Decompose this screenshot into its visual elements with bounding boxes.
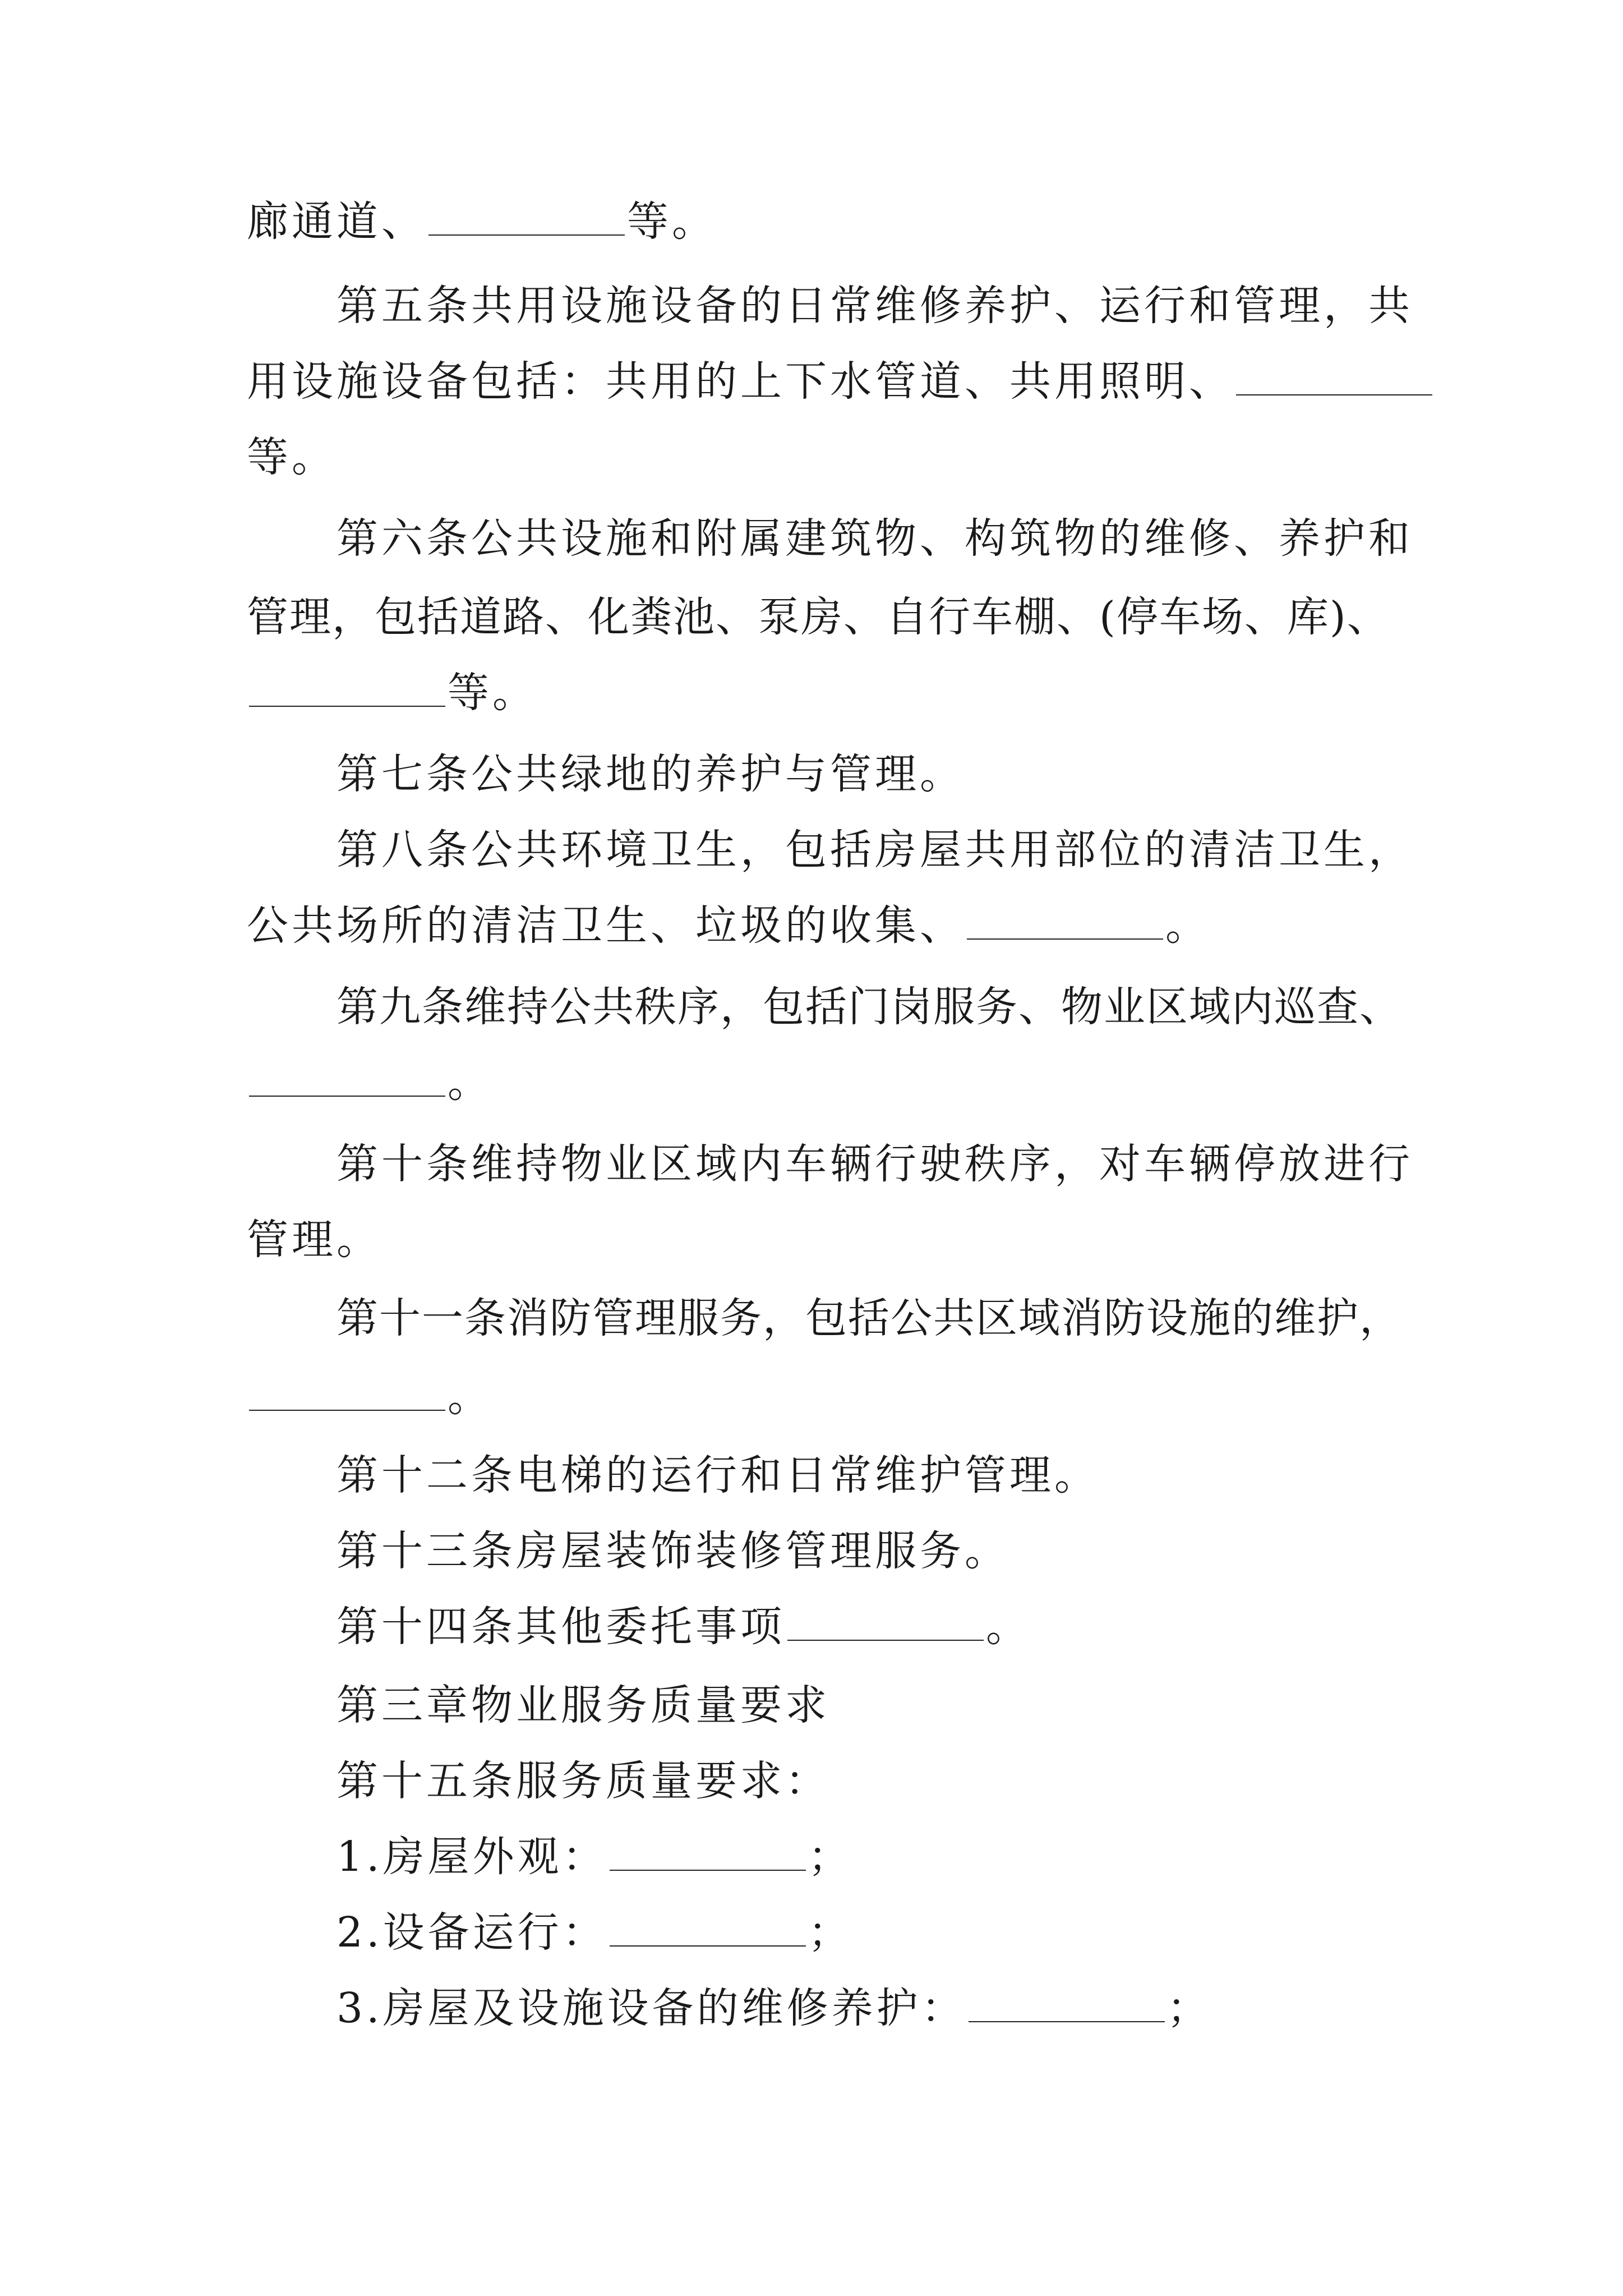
- line-text: 第八条公共环境卫生，包括房屋共用部位的清洁卫生，: [336, 826, 1413, 874]
- line-text: 第十五条服务质量要求：: [336, 1757, 830, 1805]
- text-line: [336, 1753, 830, 1809]
- text-line: [247, 1212, 381, 1268]
- line-text-end: ；: [808, 1833, 853, 1881]
- fill-in-blank[interactable]: [969, 1982, 1165, 2022]
- fill-in-blank[interactable]: [249, 666, 445, 707]
- text-line: [336, 822, 1413, 878]
- line-text: 管理，包括道路、化粪池、泵房、自行车棚、(停车场、库)、: [247, 593, 1390, 641]
- line-text: 第三章物业服务质量要求: [336, 1681, 830, 1729]
- line-text: 第七条公共绿地的养护与管理。: [336, 750, 965, 798]
- line-text: 第十一条消防管理服务，包括公共区域消防设施的维护，: [336, 1294, 1402, 1342]
- text-line: [336, 746, 965, 802]
- text-line: [336, 979, 1402, 1035]
- text-line: [247, 194, 717, 250]
- text-line: [336, 1290, 1402, 1346]
- line-text: 第十三条房屋装饰装修管理服务。: [336, 1527, 1009, 1575]
- text-line: [336, 1677, 830, 1733]
- fill-in-blank[interactable]: [787, 1600, 984, 1641]
- text-line: [247, 1369, 492, 1425]
- line-text-end: 。: [1165, 901, 1210, 950]
- line-text: 第五条共用设施设备的日常维修养护、运行和管理，共: [336, 282, 1413, 330]
- line-text: 管理。: [247, 1216, 381, 1264]
- text-line: [247, 665, 537, 721]
- text-line: [336, 1523, 1009, 1579]
- line-text: 第六条公共设施和附属建筑物、构筑物的维修、养护和: [336, 514, 1413, 563]
- fill-in-blank[interactable]: [610, 1906, 806, 1947]
- fill-in-blank[interactable]: [249, 1056, 445, 1097]
- text-line: [336, 1980, 1212, 2036]
- text-line: [336, 1599, 1031, 1655]
- text-line: [247, 589, 1390, 645]
- line-text: 第十条维持物业区域内车辆行驶秩序，对车辆停放进行: [336, 1140, 1413, 1188]
- line-text-end: 等。: [448, 669, 537, 717]
- line-text: 公共场所的清洁卫生、垃圾的收集、: [247, 901, 965, 950]
- text-line: [247, 1055, 492, 1111]
- fill-in-blank[interactable]: [610, 1830, 806, 1871]
- fill-in-blank[interactable]: [428, 195, 625, 236]
- text-line: [336, 1136, 1413, 1192]
- line-text-end: 等。: [627, 197, 717, 246]
- line-text: 第十二条电梯的运行和日常维护管理。: [336, 1451, 1099, 1499]
- line-text: 2.设备运行：: [336, 1908, 607, 1957]
- line-text: 第十四条其他委托事项: [336, 1603, 785, 1651]
- text-line: [247, 353, 1435, 409]
- text-line: [336, 1904, 853, 1961]
- line-text: 等。: [247, 433, 336, 481]
- line-text: 廊通道、: [247, 197, 426, 246]
- fill-in-blank[interactable]: [967, 899, 1163, 940]
- line-text: 用设施设备包括：共用的上下水管道、共用照明、: [247, 357, 1234, 406]
- text-line: [336, 1829, 853, 1885]
- line-text-end: 。: [986, 1603, 1031, 1651]
- line-text-end: 。: [448, 1373, 492, 1421]
- text-line: [247, 898, 1210, 954]
- line-text: 1.房屋外观：: [336, 1833, 607, 1881]
- line-text: 第九条维持公共秩序，包括门岗服务、物业区域内巡查、: [336, 983, 1402, 1031]
- fill-in-blank[interactable]: [249, 1370, 445, 1411]
- line-text-end: ；: [808, 1908, 853, 1957]
- text-line: [336, 510, 1413, 567]
- fill-in-blank[interactable]: [1236, 355, 1432, 395]
- line-text-end: 。: [448, 1059, 492, 1107]
- text-line: [336, 278, 1413, 334]
- text-line: [336, 1447, 1099, 1503]
- line-text-end: ；: [1166, 1984, 1212, 2032]
- text-line: [247, 429, 336, 485]
- line-text: 3.房屋及设施设备的维修养护：: [336, 1984, 966, 2032]
